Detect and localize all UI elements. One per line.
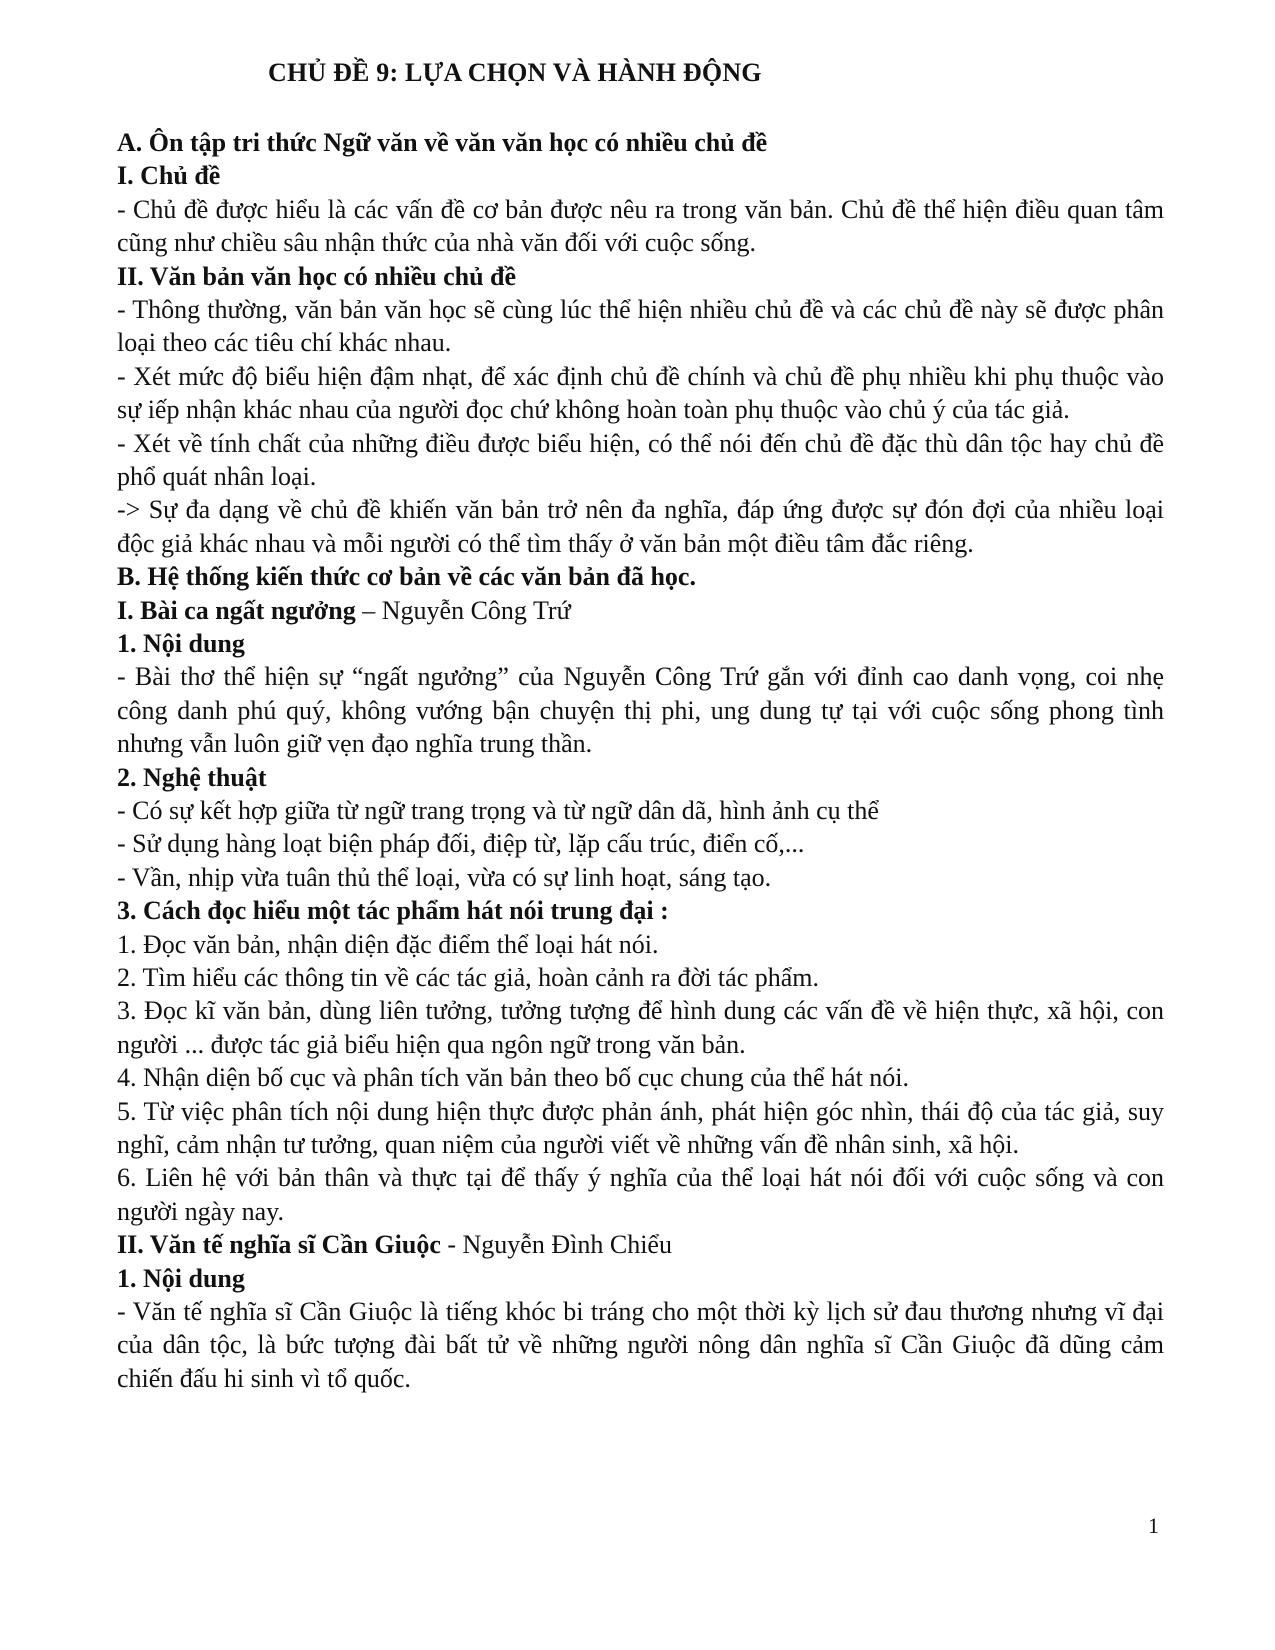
art-heading: 2. Nghệ thuật [117,762,267,792]
paragraph: - Xét về tính chất của những điều được biểu hiện, có thể nói đến chủ đề đặc thù dân tộc hay chủ đề phổ quát nhân loại. [117,428,1164,492]
paragraph: - Bài thơ thể hiện sự “ngất ngưởng” của Nguyễn Công Trứ gắn với đỉnh cao danh vọng, coi nhẹ công danh phú quý, không vướng bận chuyện thị phi, ung dung tự tại với cuộc sống phong tình nhưng vẫn luôn giữ vẹn đạo nghĩa trung thần. [117,662,1164,759]
work-1-heading [117,594,1164,627]
page-number: 1 [1148,1513,1159,1538]
list-item: - Sử dụng hàng loạt biện pháp đối, điệp từ, lặp cấu trúc, điển cố,... [117,829,805,859]
list-item: - Vần, nhịp vừa tuân thủ thể loại, vừa có sự linh hoạt, sáng tạo. [117,862,772,892]
list-item: 4. Nhận diện bố cục và phân tích văn bản theo bố cục chung của thể hát nói. [117,1063,910,1093]
work-2-heading [117,1228,1164,1261]
content-heading: 1. Nội dung [117,629,245,659]
subsection-multitopic-heading: II. Văn bản văn học có nhiều chủ đề [117,261,517,291]
work-1-title: I. Bài ca ngất ngưởng [117,595,356,625]
work-2-author: - Nguyễn Đình Chiểu [440,1230,672,1260]
content-heading: 1. Nội dung [117,1263,245,1293]
work-2-title: II. Văn tế nghĩa sĩ Cần Giuộc [117,1230,441,1260]
section-b-heading: B. Hệ thống kiến thức cơ bản về các văn bản đã học. [117,562,696,592]
list-item: 2. Tìm hiểu các thông tin về các tác giả, hoàn cảnh ra đời tác phẩm. [117,962,819,992]
list-item: 1. Đọc văn bản, nhận diện đặc điểm thể loại hát nói. [117,929,659,959]
list-item: 6. Liên hệ với bản thân và thực tại để thấy ý nghĩa của thể loại hát nói đối với cuộc sống và con người ngày nay. [117,1163,1164,1226]
paragraph: - Xét mức độ biểu hiện đậm nhạt, để xác định chủ đề chính và chủ đề phụ nhiều khi phụ thuộc vào sự iếp nhận khác nhau của người đọc chứ không hoàn toàn phụ thuộc vào chủ ý của tác giả. [117,361,1164,425]
page-title: CHỦ ĐỀ 9: LỰA CHỌN VÀ HÀNH ĐỘNG [268,58,762,87]
section-a-heading: A. Ôn tập tri thức Ngữ văn về văn văn học có nhiều chủ đề [117,128,768,157]
paragraph: - Văn tế nghĩa sĩ Cần Giuộc là tiếng khóc bi tráng cho một thời kỳ lịch sử đau thương nhưng vĩ đại của dân tộc, là bức tượng đài bất tử về những người nông dân nghĩa sĩ Cần Giuộc đã dũng cảm chiến đấu hi sinh vì tổ quốc. [117,1297,1164,1393]
paragraph: -> Sự đa dạng về chủ đề khiến văn bản trở nên đa nghĩa, đáp ứng được sự đón đợi của nhiều loại độc giả khác nhau và mỗi người có thể tìm thấy ở văn bản một điều tâm đắc riêng. [117,495,1164,558]
list-item: 3. Đọc kĩ văn bản, dùng liên tưởng, tưởng tượng để hình dung các vấn đề về hiện thực, xã hội, con người ... được tác giả biểu hiện qua ngôn ngữ trong văn bản. [117,996,1164,1059]
list-item: - Có sự kết hợp giữa từ ngữ trang trọng và từ ngữ dân dã, hình ảnh cụ thể [117,796,879,826]
work-1-author: – Nguyễn Công Trứ [355,595,571,625]
paragraph: - Thông thường, văn bản văn học sẽ cùng lúc thể hiện nhiều chủ đề và các chủ đề này sẽ được phân loại theo các tiêu chí khác nhau. [117,294,1164,358]
reading-method-heading: 3. Cách đọc hiểu một tác phẩm hát nói trung đại : [117,896,669,926]
document-body [117,126,1164,1395]
list-item: 5. Từ việc phân tích nội dung hiện thực được phản ánh, phát hiện góc nhìn, thái độ của tác giả, suy nghĩ, cảm nhận tư tưởng, quan niệm của người viết về những vấn đề nhân sinh, xã hội. [117,1096,1164,1160]
subsection-topic-heading: I. Chủ đề [117,161,221,191]
paragraph: - Chủ đề được hiểu là các vấn đề cơ bản được nêu ra trong văn bản. Chủ đề thể hiện điều quan tâm cũng như chiều sâu nhận thức của nhà văn đối với cuộc sống. [117,194,1164,258]
